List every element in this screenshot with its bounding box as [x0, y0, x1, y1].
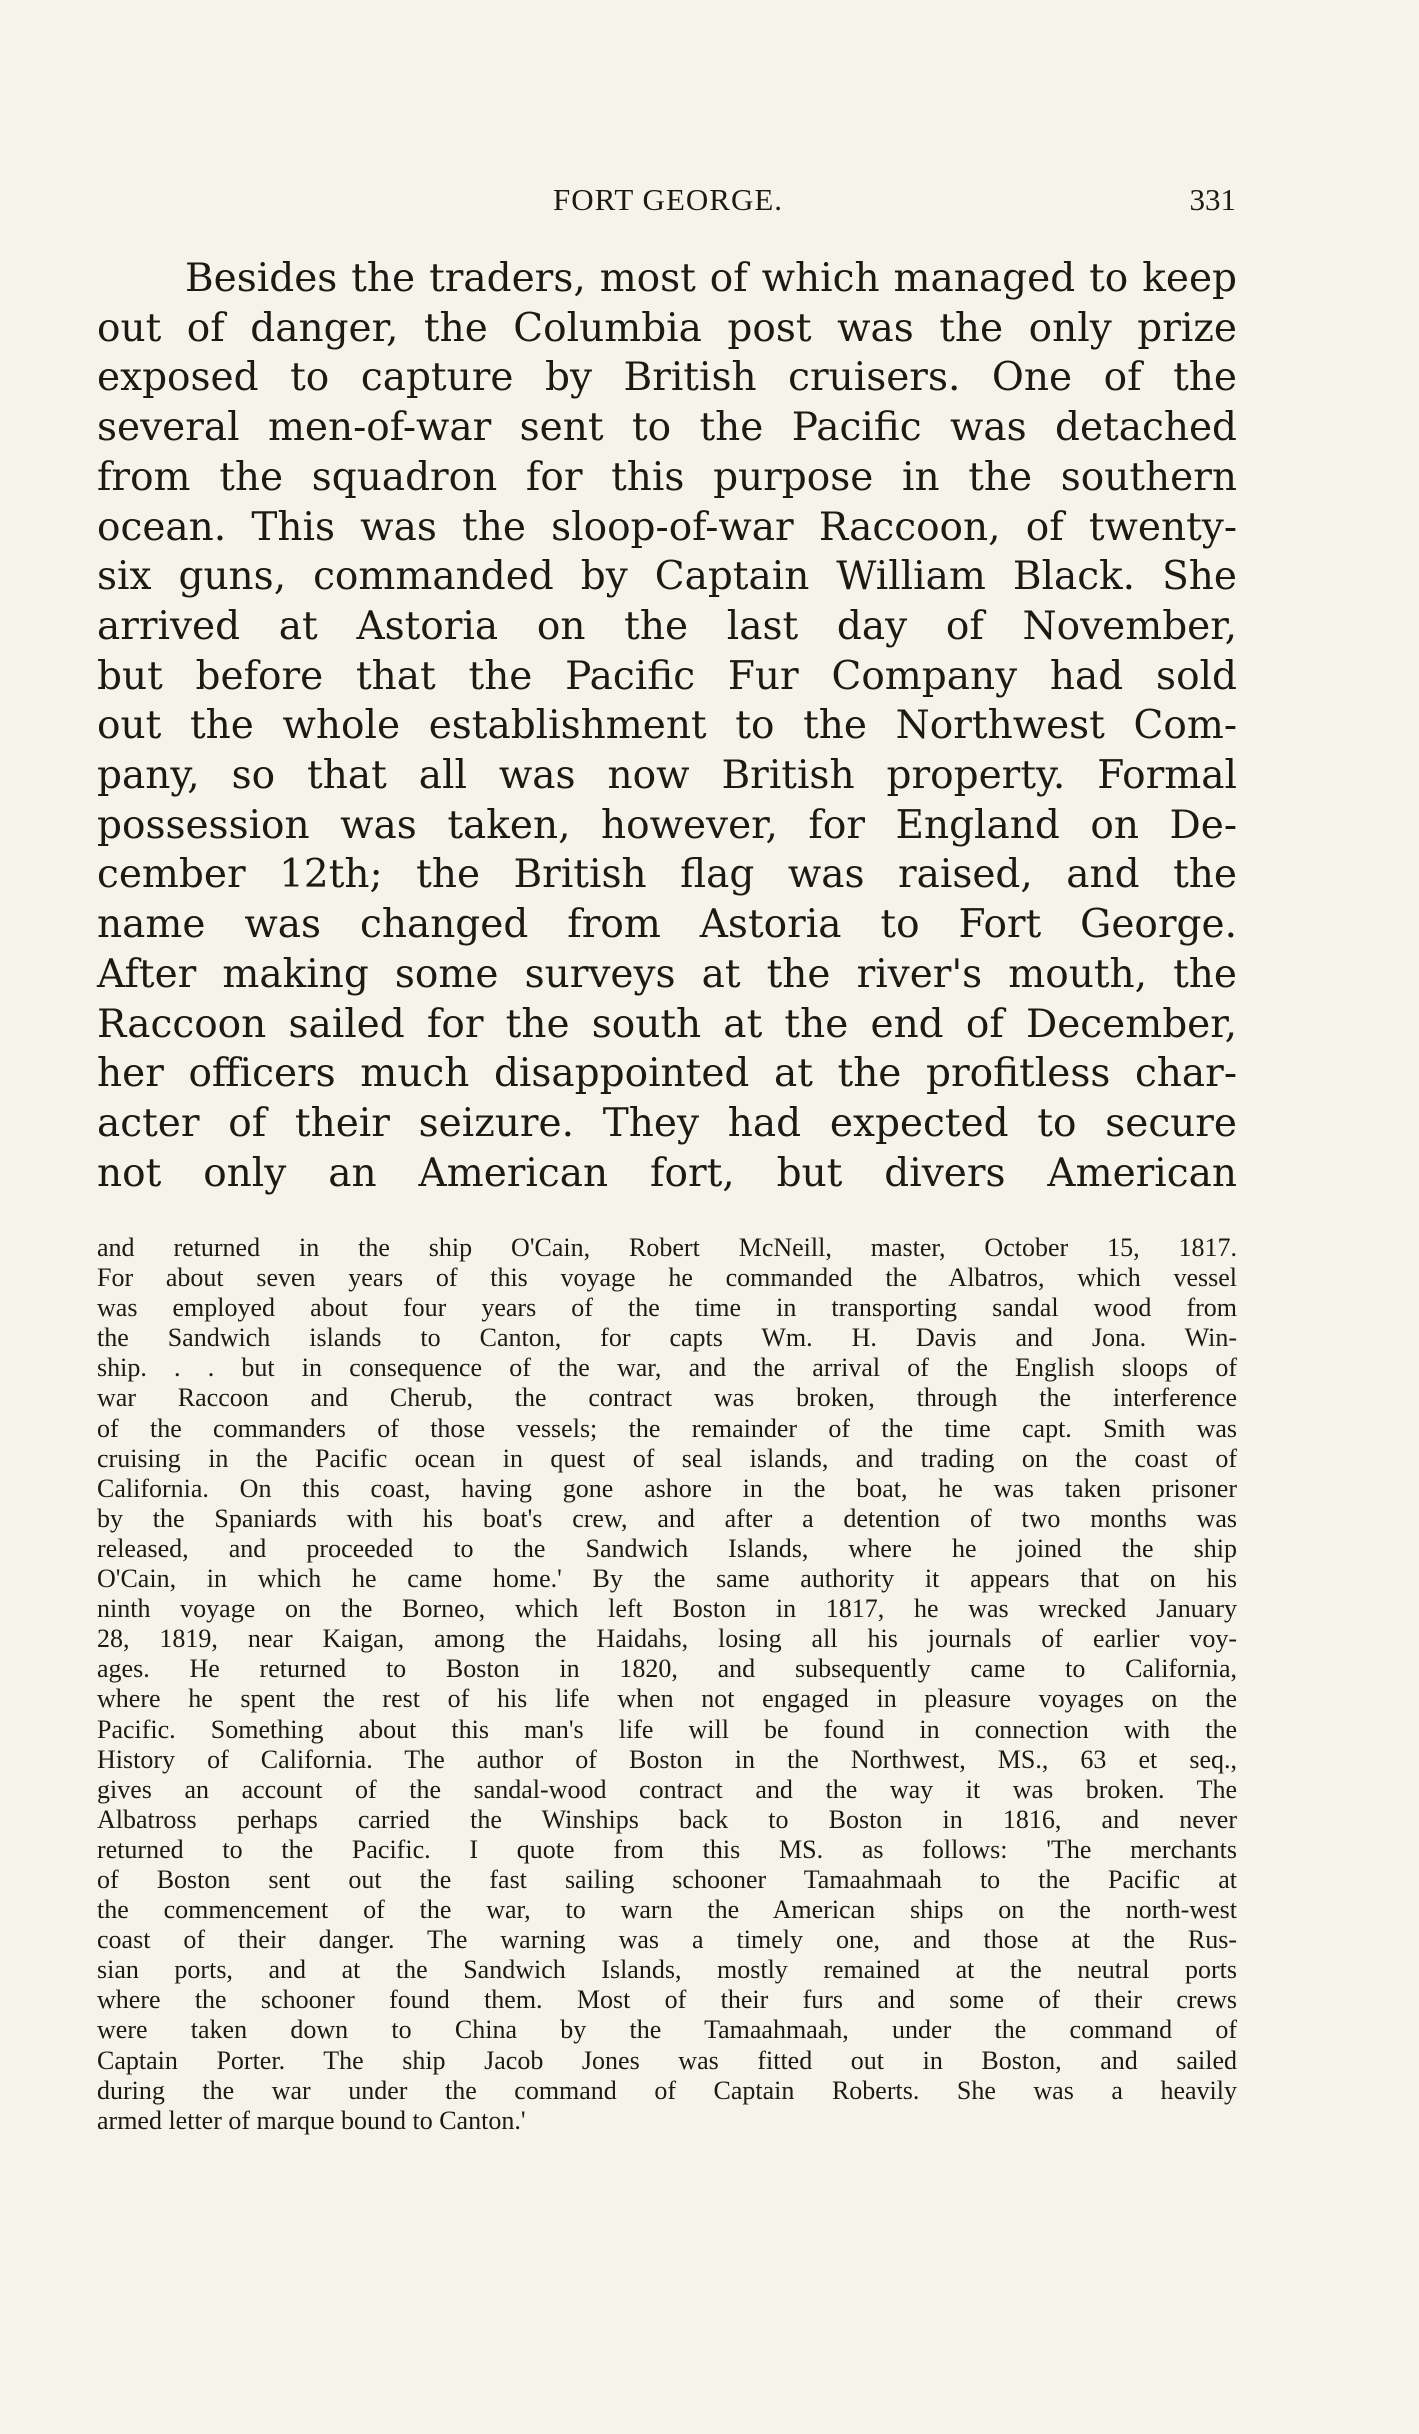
text-line: six guns, commanded by Captain William Black. She — [97, 554, 1237, 600]
footnote-line: Pacific. Something about this man's life will be found in connection with the — [97, 1714, 1237, 1744]
text-line: acter of their seizure. They had expected to secure — [97, 1100, 1237, 1146]
text-line: Raccoon sailed for the south at the end of December, — [97, 1001, 1237, 1047]
footnote-line: sian ports, and at the Sandwich Islands, mostly remained at the neutral ports — [97, 1955, 1237, 1985]
footnote-line: released, and proceeded to the Sandwich Islands, where he joined the ship — [97, 1533, 1237, 1563]
footnote-line: Captain Porter. The ship Jacob Jones was fitted out in Boston, and sailed — [97, 2045, 1237, 2075]
footnote-line: History of California. The author of Boston in the Northwest, MS., 63 et seq., — [97, 1744, 1237, 1774]
text-line: not only an American fort, but divers American — [97, 1150, 1237, 1196]
footnote-line: was employed about four years of the time in transporting sandal wood from — [97, 1293, 1237, 1323]
footnote-line: during the war under the command of Captain Roberts. She was a heavily — [97, 2075, 1237, 2105]
running-head: FORT GEORGE. — [552, 182, 784, 217]
footnote-line: O'Cain, in which he came home.' By the same authority it appears that on his — [97, 1564, 1237, 1594]
text-line: out of danger, the Columbia post was the only prize — [97, 305, 1237, 351]
footnote-line: gives an account of the sandal-wood contract and the way it was broken. The — [97, 1774, 1237, 1804]
text-line: ocean. This was the sloop-of-war Raccoon, of twenty- — [97, 504, 1237, 550]
text-line: her officers much disappointed at the profitless char- — [97, 1051, 1237, 1097]
text-line: pany, so that all was now British property. Formal — [97, 753, 1237, 799]
text-line: but before that the Pacific Fur Company had sold — [97, 653, 1237, 699]
footnote-line: armed letter of marque bound to Canton.' — [97, 2105, 526, 2135]
page-number: 331 — [1189, 182, 1236, 217]
footnote-line: of the commanders of those vessels; the remainder of the time capt. Smith was — [97, 1413, 1237, 1443]
footnote-line: ages. He returned to Boston in 1820, and subsequently came to California, — [97, 1654, 1237, 1684]
text-line: possession was taken, however, for England on De- — [97, 802, 1237, 848]
text-line: out the whole establishment to the Northwest Com- — [97, 703, 1237, 749]
footnote-line: where the schooner found them. Most of their furs and some of their crews — [97, 1985, 1237, 2015]
footnote-line: were taken down to China by the Tamaahmaah, under the command of — [97, 2015, 1237, 2045]
footnote-line: For about seven years of this voyage he commanded the Albatros, which vessel — [97, 1263, 1237, 1293]
footnote-line: California. On this coast, having gone ashore in the boat, he was taken prisoner — [97, 1473, 1237, 1503]
text-line: Besides the traders, most of which managed to keep — [185, 256, 1237, 301]
footnote-line: returned to the Pacific. I quote from this MS. as follows: 'The merchants — [97, 1834, 1237, 1864]
footnote-line: and returned in the ship O'Cain, Robert McNeill, master, October 15, 1817. — [97, 1233, 1237, 1262]
footnote-line: coast of their danger. The warning was a timely one, and those at the Rus- — [97, 1925, 1237, 1955]
footnote-line: of Boston sent out the fast sailing schooner Tamaahmaah to the Pacific at — [97, 1864, 1237, 1894]
text-line: After making some surveys at the river's mouth, the — [97, 951, 1237, 997]
text-line: several men-of-war sent to the Pacific was detached — [97, 405, 1237, 451]
text-line: from the squadron for this purpose in the southern — [97, 454, 1237, 500]
footnote-line: cruising in the Pacific ocean in quest of seal islands, and trading on the coast of — [97, 1443, 1237, 1473]
main-paragraph — [97, 254, 1237, 1198]
footnote-line: ship. . . but in consequence of the war, and the arrival of the English sloops of — [97, 1353, 1237, 1383]
text-line: name was changed from Astoria to Fort George. — [97, 902, 1237, 948]
footnote-line: ninth voyage on the Borneo, which left Boston in 1817, he was wrecked January — [97, 1594, 1237, 1624]
footnote-line: by the Spaniards with his boat's crew, and after a detention of two months was — [97, 1503, 1237, 1533]
text-line: exposed to capture by British cruisers. One of the — [97, 355, 1237, 401]
footnote-line: 28, 1819, near Kaigan, among the Haidahs, losing all his journals of earlier voy- — [97, 1624, 1237, 1654]
page-header — [100, 180, 1236, 230]
footnote — [97, 1233, 1237, 2136]
footnote-line: where he spent the rest of his life when not engaged in pleasure voyages on the — [97, 1684, 1237, 1714]
footnote-line: the commencement of the war, to warn the American ships on the north-west — [97, 1895, 1237, 1925]
text-line: arrived at Astoria on the last day of November, — [97, 603, 1237, 649]
text-line: cember 12th; the British flag was raised, and the — [97, 852, 1237, 898]
footnote-line: Albatross perhaps carried the Winships back to Boston in 1816, and never — [97, 1804, 1237, 1834]
footnote-line: war Raccoon and Cherub, the contract was broken, through the interference — [97, 1383, 1237, 1413]
footnote-line: the Sandwich islands to Canton, for capts Wm. H. Davis and Jona. Win- — [97, 1323, 1237, 1353]
